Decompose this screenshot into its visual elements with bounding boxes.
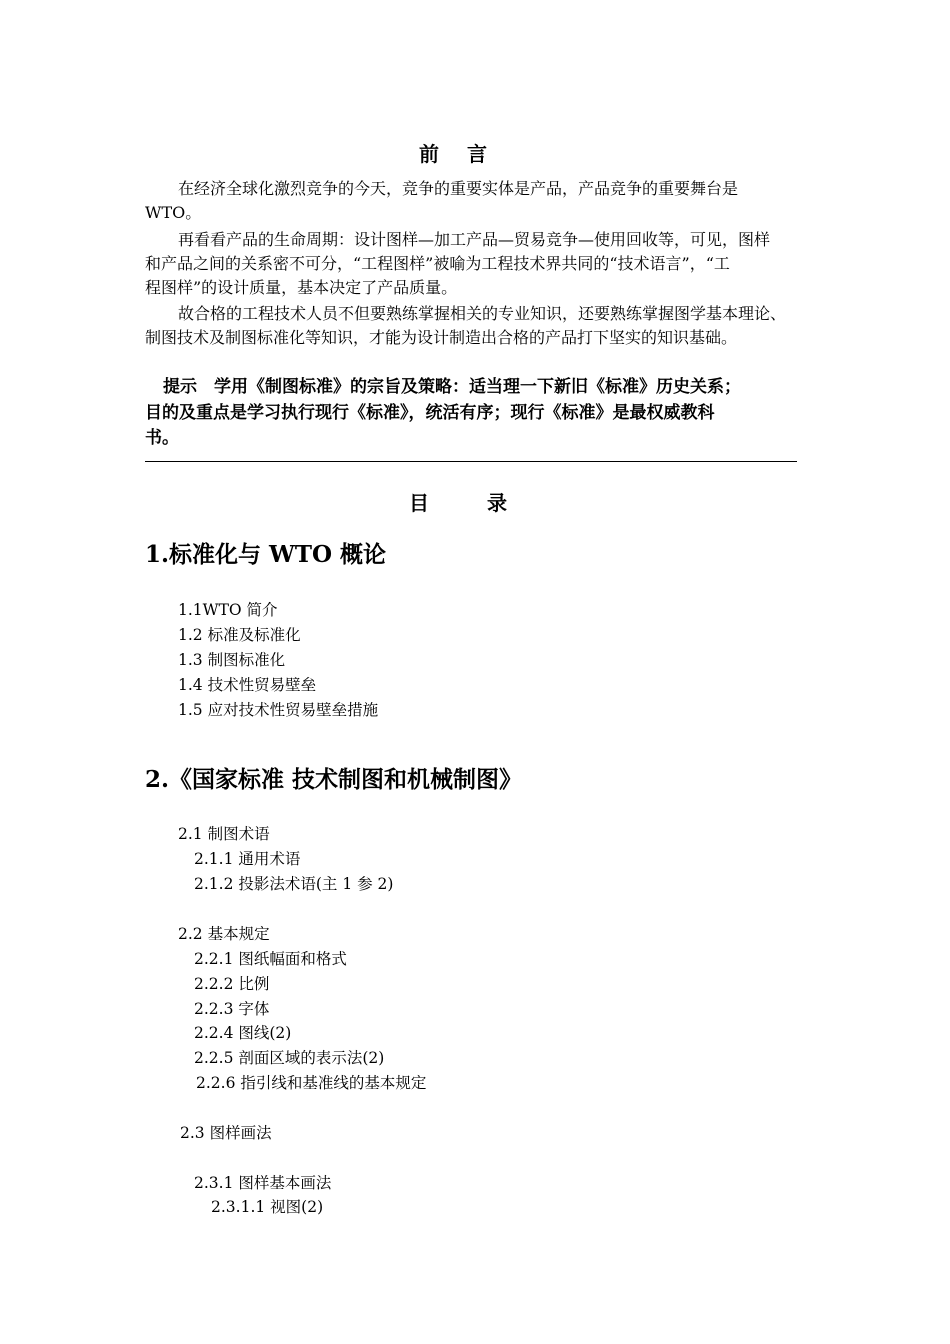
toc-item: 2.2.1 图纸幅面和格式: [194, 950, 347, 968]
toc-item: 2.3.1.1 视图(2): [211, 1198, 324, 1216]
preface-title: 前言: [419, 142, 515, 166]
tip-line-1: 提示 学用《制图标准》的宗旨及策略：适当理一下新旧《标准》历史关系；: [163, 377, 741, 397]
preface-paragraph-2-line-2: 和产品之间的关系密不可分，“工程图样”被喻为工程技术界共同的“技术语言”，“工: [145, 254, 730, 273]
toc-item: 2.2.6 指引线和基准线的基本规定: [196, 1074, 427, 1092]
preface-paragraph-2-line-1: 再看看产品的生命周期：设计图样—加工产品—贸易竞争—使用回收等，可见，图样: [178, 230, 771, 249]
tip-line-2: 目的及重点是学习执行现行《标准》，统活有序；现行《标准》是最权威教科: [145, 403, 715, 423]
toc-item: 1.5 应对技术性贸易壁垒措施: [178, 701, 379, 719]
toc-item: 2.3.1 图样基本画法: [194, 1174, 332, 1192]
preface-paragraph-3-line-2: 制图技术及制图标准化等知识，才能为设计制造出合格的产品打下坚实的知识基础。: [145, 328, 738, 347]
toc-item: 2.2.4 图线(2): [194, 1024, 292, 1042]
toc-item: 1.1WTO 简介: [178, 601, 278, 619]
toc-item: 1.3 制图标准化: [178, 651, 286, 669]
toc-item: 2.2.5 剖面区域的表示法(2): [194, 1049, 385, 1067]
toc-item: 2.1.2 投影法术语(主 1 参 2): [194, 875, 394, 893]
tip-line-3: 书。: [145, 428, 179, 448]
toc-item: 2.2.2 比例: [194, 975, 270, 993]
toc-item: 1.4 技术性贸易壁垒: [178, 676, 317, 694]
toc-item: 2.3 图样画法: [180, 1124, 272, 1142]
toc-item: 2.1 制图术语: [178, 825, 270, 843]
preface-paragraph-3-line-1: 故合格的工程技术人员不但要熟练掌握相关的专业知识，还要熟练掌握图学基本理论、: [178, 304, 787, 323]
toc-item: 2.1.1 通用术语: [194, 850, 301, 868]
toc-item: 2.2 基本规定: [178, 925, 270, 943]
horizontal-divider: [145, 461, 797, 462]
chapter-2-heading: 2.《国家标准 技术制图和机械制图》: [145, 766, 523, 793]
toc-item: 1.2 标准及标准化: [178, 626, 301, 644]
chapter-1-heading: 1.标准化与 WTO 概论: [145, 541, 387, 568]
preface-paragraph-1-line-2: WTO。: [145, 203, 202, 222]
toc-item: 2.2.3 字体: [194, 1000, 270, 1018]
toc-title: 目录: [409, 491, 565, 515]
preface-paragraph-2-line-3: 程图样”的设计质量，基本决定了产品质量。: [145, 278, 458, 297]
preface-paragraph-1-line-1: 在经济全球化激烈竞争的今天，竞争的重要实体是产品，产品竞争的重要舞台是: [178, 179, 739, 198]
